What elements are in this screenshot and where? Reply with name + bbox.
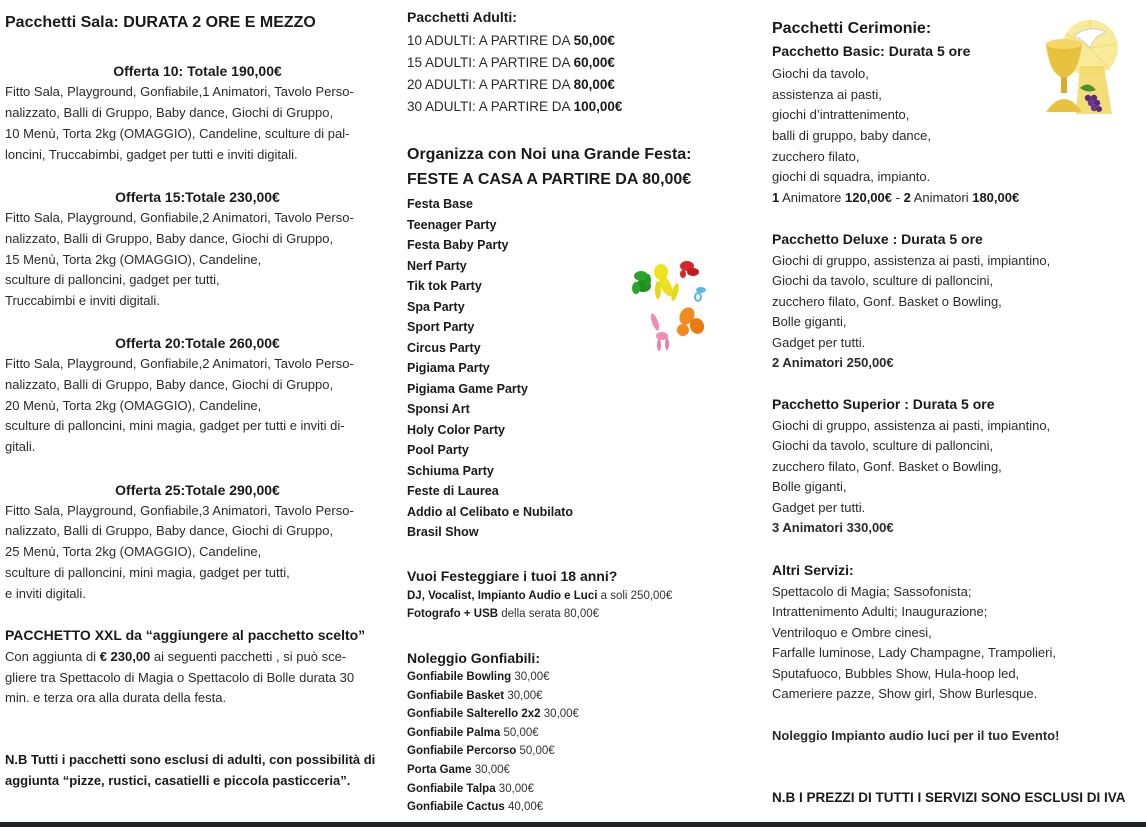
xxl-title: PACCHETTO XXL da “aggiungere al pacchetto scelto” bbox=[5, 627, 366, 643]
gonfiabile-name: Gonfiabile Salterello 2x2 bbox=[407, 708, 541, 721]
xxl-line: gliere tra Spettacolo di Magia o Spettacolo di Bolle durata 30 bbox=[5, 670, 355, 685]
party-item: Nerf Party bbox=[407, 258, 467, 273]
gonfiabile-item bbox=[407, 780, 579, 799]
sala-title: Pacchetti Sala: DURATA 2 ORE E MEZZO bbox=[5, 14, 316, 31]
party-item: Schiuma Party bbox=[407, 463, 494, 478]
adulti-label: 30 ADULTI: A PARTIRE DA bbox=[407, 99, 574, 114]
offer-title: Offerta 10: Totale 190,00€ bbox=[113, 63, 282, 79]
deluxe-line: Gadget per tutti. bbox=[772, 335, 866, 350]
deluxe-line: zucchero filato, Gonf. Basket o Bowling, bbox=[772, 294, 1002, 309]
superior-price: 3 Animatori 330,00€ bbox=[772, 520, 894, 535]
superior-line: zucchero filato, Gonf. Basket o Bowling, bbox=[772, 459, 1002, 474]
party-item: Tik tok Party bbox=[407, 279, 482, 293]
basic-price-value: 180,00€ bbox=[972, 190, 1020, 205]
altri-line: Farfalle luminose, Lady Champagne, Trampolieri, bbox=[772, 645, 1056, 660]
xxl-text: Con aggiunta di bbox=[5, 649, 100, 664]
deluxe-line: Bolle giganti, bbox=[772, 314, 847, 329]
gonfiabile-item bbox=[407, 705, 579, 724]
offer-line: Fitto Sala, Playground, Gonfiabile,2 Animatori, Tavolo Perso- bbox=[5, 356, 354, 371]
offer-line: loncini, Truccabimbi, gadget per tutti e inviti digitali. bbox=[5, 147, 298, 162]
offer-line: 25 Menù, Torta 2kg (OMAGGIO), Candeline, bbox=[5, 544, 262, 559]
noleggio-impianto-note: Noleggio Impianto audio luci per il tuo Evento! bbox=[772, 728, 1060, 743]
gonfiabile-name: Gonfiabile Cactus bbox=[407, 801, 505, 814]
diciotto-price: della serata 80,00€ bbox=[498, 608, 600, 620]
gonfiabili-list bbox=[407, 668, 579, 817]
party-item: Sport Party bbox=[407, 320, 475, 334]
diciotto-price: a soli 250,00€ bbox=[597, 590, 673, 602]
offer-line: e inviti digitali. bbox=[5, 586, 86, 601]
gonfiabile-item bbox=[407, 761, 579, 780]
blue-balloon-icon bbox=[695, 287, 706, 301]
adulti-price: 50,00€ bbox=[573, 33, 615, 48]
altri-line: Ventriloquo e Ombre cinesi, bbox=[772, 625, 932, 640]
altri-line: Sputafuoco, Bubbles Show, Hula-hoop led, bbox=[772, 666, 1020, 681]
deluxe-line: Giochi di gruppo, assistenza ai pasti, impiantino, bbox=[772, 253, 1051, 268]
offer-line: Truccabimbi e inviti digitali. bbox=[5, 293, 160, 308]
basic-line: giochi di squadra, impianto. bbox=[772, 169, 931, 184]
offer-line: nalizzato, Balli di Gruppo, Baby dance, Giochi di Gruppo, bbox=[5, 523, 334, 538]
party-item: Sponsi Art bbox=[407, 402, 470, 416]
chalice-base-icon bbox=[1046, 99, 1082, 112]
xxl-line bbox=[5, 647, 346, 668]
diciotto-line bbox=[407, 605, 599, 624]
basic-line: Giochi da tavolo, bbox=[772, 66, 869, 81]
red-balloon-icon bbox=[680, 261, 699, 278]
party-item: Circus Party bbox=[407, 340, 481, 355]
party-item: Holy Color Party bbox=[407, 422, 505, 437]
gonfiabile-price: 50,00€ bbox=[500, 726, 539, 739]
basic-label: Animatori bbox=[910, 190, 973, 205]
gonfiabile-price: 30,00€ bbox=[471, 763, 510, 776]
offer-line: 15 Menù, Torta 2kg (OMAGGIO), Candeline, bbox=[5, 252, 262, 267]
adulti-label: 20 ADULTI: A PARTIRE DA bbox=[407, 77, 574, 92]
adulti-price: 80,00€ bbox=[573, 77, 615, 92]
offer-line: Fitto Sala, Playground, Gonfiabile,1 Animatori, Tavolo Perso- bbox=[5, 84, 354, 99]
deluxe-line: Giochi da tavolo, sculture di palloncini, bbox=[772, 273, 994, 288]
communion-chalice-dove-image bbox=[1040, 14, 1120, 126]
basic-count: 1 bbox=[772, 190, 780, 205]
offer-title: Offerta 15:Totale 230,00€ bbox=[115, 189, 280, 205]
basic-line: balli di gruppo, baby dance, bbox=[772, 128, 932, 143]
offer-line: nalizzato, Balli di Gruppo, Baby dance, Giochi di Gruppo, bbox=[5, 105, 334, 120]
diciotto-line bbox=[407, 587, 672, 606]
superior-line: Bolle giganti, bbox=[772, 479, 847, 494]
offer-line: 10 Menù, Torta 2kg (OMAGGIO), Candeline, sculture di pal- bbox=[5, 126, 350, 141]
offer-line: sculture di palloncini, mini magia, gadget per tutti e inviti di- bbox=[5, 418, 345, 433]
gonfiabile-price: 40,00€ bbox=[504, 801, 544, 814]
basic-count: 2 bbox=[903, 190, 911, 205]
adults-note: N.B Tutti i pacchetti sono esclusi di adulti, con possibilità di bbox=[5, 752, 376, 767]
offer-title: Offerta 25:Totale 290,00€ bbox=[115, 482, 280, 498]
adulti-title: Pacchetti Adulti: bbox=[407, 9, 517, 25]
party-item: Addio al Celibato e Nubilato bbox=[407, 504, 573, 519]
deluxe-price: 2 Animatori 250,00€ bbox=[772, 355, 894, 370]
party-item: Brasil Show bbox=[407, 525, 479, 539]
basic-price bbox=[772, 188, 1019, 209]
diciotto-service: DJ, Vocalist, Impianto Audio e Luci bbox=[407, 590, 598, 602]
gonfiabile-name: Gonfiabile Talpa bbox=[407, 782, 496, 795]
basic-title: Pacchetto Basic: Durata 5 ore bbox=[772, 43, 971, 59]
gonfiabile-name: Gonfiabile Percorso bbox=[407, 745, 517, 758]
altri-line: Cameriere pazze, Show girl, Show Burlesque. bbox=[772, 686, 1038, 701]
orange-balloon-butterfly-icon bbox=[676, 305, 706, 336]
offer-line: Fitto Sala, Playground, Gonfiabile,3 Animatori, Tavolo Perso- bbox=[5, 503, 354, 518]
gonfiabile-price: 30,00€ bbox=[495, 782, 534, 795]
adulti-label: 10 ADULTI: A PARTIRE DA bbox=[407, 33, 574, 48]
altri-line: Spettacolo di Magia; Sassofonista; bbox=[772, 584, 972, 599]
pink-balloon-giraffe-icon bbox=[649, 313, 669, 351]
party-item: Pigiama Game Party bbox=[407, 381, 528, 396]
altri-line: Intrattenimento Adulti; Inaugurazione; bbox=[772, 604, 988, 619]
party-item: Feste di Laurea bbox=[407, 484, 499, 498]
party-item: Pigiama Party bbox=[407, 361, 490, 375]
party-item: Spa Party bbox=[407, 299, 465, 314]
party-item: Pool Party bbox=[407, 443, 469, 457]
adulti-price: 60,00€ bbox=[573, 55, 615, 70]
offer-line: nalizzato, Balli di Gruppo, Baby dance, Giochi di Gruppo, bbox=[5, 377, 334, 392]
offer-line: gitali. bbox=[5, 439, 36, 454]
basic-line: giochi d’intrattenimento, bbox=[772, 107, 910, 122]
gonfiabile-price: 30,00€ bbox=[511, 671, 550, 683]
iva-note: N.B I PREZZI DI TUTTI I SERVIZI SONO ESCLUSI DI IVA bbox=[772, 790, 1126, 805]
gonfiabile-name: Gonfiabile Palma bbox=[407, 726, 501, 739]
basic-label: Animatore bbox=[779, 190, 845, 205]
diciotto-title: Vuoi Festeggiare i tuoi 18 anni? bbox=[407, 568, 618, 584]
feste-title: Organizza con Noi una Grande Festa: bbox=[407, 146, 692, 163]
superior-line: Gadget per tutti. bbox=[772, 500, 866, 515]
xxl-text: ai seguenti pacchetti , si può sce- bbox=[150, 649, 347, 664]
basic-separator: - bbox=[892, 190, 904, 205]
party-item: Festa Baby Party bbox=[407, 238, 509, 252]
chalice-cup-icon bbox=[1046, 44, 1082, 78]
gonfiabile-item bbox=[407, 724, 579, 743]
adulti-row bbox=[407, 96, 622, 119]
xxl-line: min. e terza ora alla durata della festa. bbox=[5, 690, 227, 705]
basic-line: zucchero filato, bbox=[772, 149, 860, 164]
offer-title: Offerta 20:Totale 260,00€ bbox=[115, 335, 280, 351]
gonfiabile-price: 30,00€ bbox=[504, 689, 543, 702]
gonfiabile-name: Gonfiabile Basket bbox=[407, 689, 505, 702]
superior-line: Giochi da tavolo, sculture di palloncini, bbox=[772, 438, 994, 453]
offer-line: Fitto Sala, Playground, Gonfiabile,2 Animatori, Tavolo Perso- bbox=[5, 210, 354, 225]
gonfiabile-name: Porta Game bbox=[407, 763, 472, 776]
feste-subtitle: FESTE A CASA A PARTIRE DA 80,00€ bbox=[407, 171, 692, 188]
diciotto-service: Fotografo + USB bbox=[407, 608, 499, 620]
adulti-row bbox=[407, 30, 615, 53]
gonfiabile-item bbox=[407, 668, 579, 687]
superior-line: Giochi di gruppo, assistenza ai pasti, impiantino, bbox=[772, 418, 1051, 433]
cerimonie-title: Pacchetti Cerimonie: bbox=[772, 20, 932, 37]
offer-line: sculture di palloncini, mini magia, gadget per tutti, bbox=[5, 565, 290, 580]
deluxe-title: Pacchetto Deluxe : Durata 5 ore bbox=[772, 231, 983, 247]
offer-line: 20 Menù, Torta 2kg (OMAGGIO), Candeline, bbox=[5, 398, 262, 413]
bottom-border bbox=[0, 822, 1146, 827]
basic-line: assistenza ai pasti, bbox=[772, 87, 882, 102]
party-item: Festa Base bbox=[407, 197, 474, 211]
offer-line: nalizzato, Balli di Gruppo, Baby dance, Giochi di Gruppo, bbox=[5, 231, 334, 246]
xxl-price: € 230,00 bbox=[99, 649, 151, 664]
adulti-price: 100,00€ bbox=[573, 99, 623, 114]
adults-note: aggiunta “pizze, rustici, casatielli e piccola pasticceria”. bbox=[5, 773, 351, 788]
adulti-row bbox=[407, 52, 615, 75]
balloon-animals-image bbox=[631, 256, 709, 352]
gonfiabile-item bbox=[407, 742, 579, 761]
altri-title: Altri Servizi: bbox=[772, 562, 854, 578]
gonfiabile-price: 50,00€ bbox=[516, 745, 555, 758]
party-list bbox=[407, 194, 573, 543]
superior-title: Pacchetto Superior : Durata 5 ore bbox=[772, 396, 995, 412]
offer-line: sculture di palloncini, gadget per tutti, bbox=[5, 272, 220, 287]
gonfiabile-price: 30,00€ bbox=[540, 708, 579, 721]
gonfiabile-item bbox=[407, 798, 579, 817]
green-balloon-icon bbox=[632, 271, 651, 294]
basic-price-value: 120,00€ bbox=[845, 190, 892, 205]
yellow-balloon-dog-icon bbox=[654, 264, 680, 301]
adulti-label: 15 ADULTI: A PARTIRE DA bbox=[407, 55, 574, 70]
gonfiabile-item bbox=[407, 687, 579, 706]
gonfiabile-name: Gonfiabile Bowling bbox=[407, 671, 512, 683]
adulti-row bbox=[407, 74, 615, 97]
party-item: Teenager Party bbox=[407, 217, 497, 232]
gonfiabili-title: Noleggio Gonfiabili: bbox=[407, 650, 540, 666]
